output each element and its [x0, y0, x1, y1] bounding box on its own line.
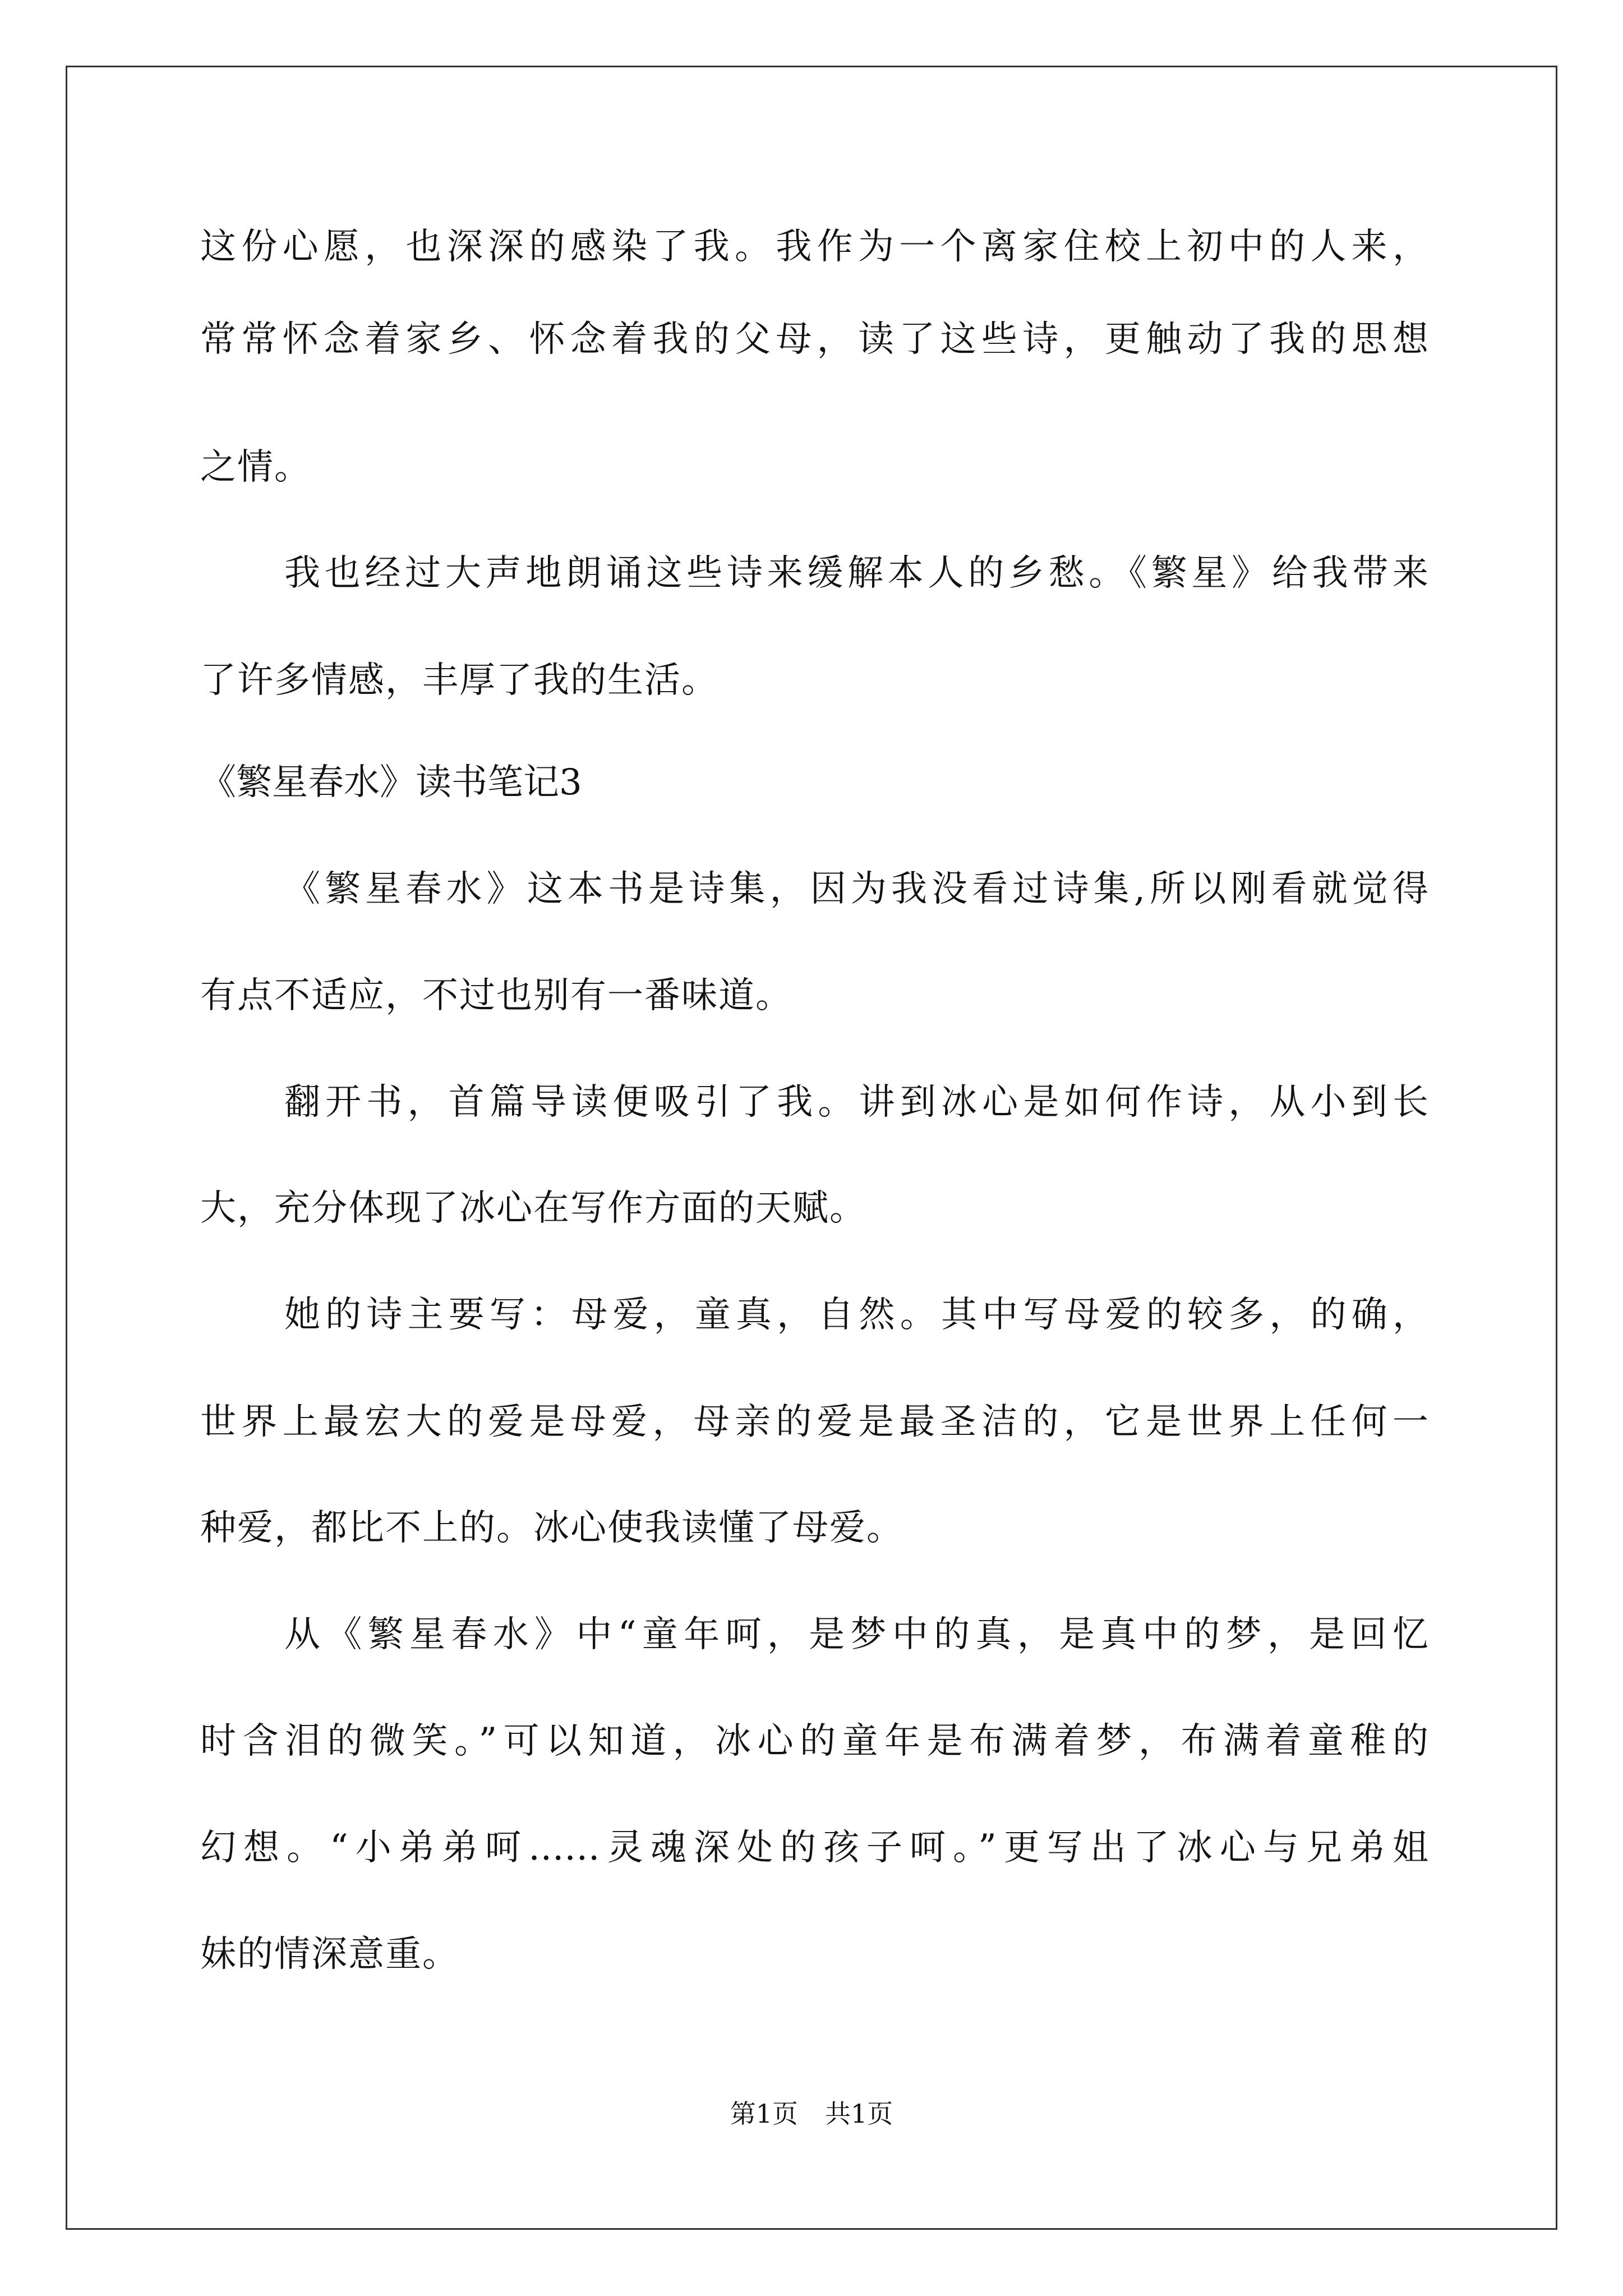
paragraph-line: 有点不适应，不过也别有一番味道。 — [200, 975, 792, 1016]
paragraph-line: 妹的情深意重。 — [200, 1934, 459, 1975]
paragraph-line: 幻想。“小弟弟呵……灵魂深处的孩子呵。”更写出了冰心与兄弟姐 — [200, 1827, 1428, 1869]
paragraph-line: 世界上最宏大的爱是母爱，母亲的爱是最圣洁的，它是世界上任何一 — [200, 1401, 1428, 1443]
paragraph-line: 大，充分体现了冰心在写作方面的天赋。 — [200, 1188, 866, 1229]
page-total: 共1页 — [825, 2099, 893, 2129]
paragraph-line: 从《繁星春水》中“童年呵，是梦中的真，是真中的梦，是回忆 — [284, 1614, 1428, 1655]
paragraph-line: 之情。 — [200, 447, 311, 488]
paragraph-line: 翻开书，首篇导读便吸引了我。讲到冰心是如何作诗，从小到长 — [284, 1082, 1428, 1123]
paragraph-line: 《繁星春水》这本书是诗集，因为我没看过诗集,所以刚看就觉得 — [284, 868, 1428, 910]
paragraph-line: 时含泪的微笑。”可以知道，冰心的童年是布满着梦，布满着童稚的 — [200, 1720, 1428, 1762]
page-footer — [0, 2097, 1623, 2131]
paragraph-line: 种爱，都比不上的。冰心使我读懂了母爱。 — [200, 1507, 903, 1549]
page-border — [66, 66, 1557, 2230]
paragraph-line: 这份心愿，也深深的感染了我。我作为一个离家住校上初中的人来， — [200, 226, 1428, 268]
paragraph-line: 我也经过大声地朗诵这些诗来缓解本人的乡愁。《繁星》给我带来 — [284, 553, 1428, 594]
paragraph-line: 了许多情感，丰厚了我的生活。 — [200, 660, 718, 701]
page-number: 第1页 — [730, 2099, 798, 2129]
section-heading: 《繁星春水》读书笔记3 — [200, 762, 582, 803]
paragraph-line: 常常怀念着家乡、怀念着我的父母，读了这些诗，更触动了我的思想 — [200, 319, 1428, 360]
paragraph-line: 她的诗主要写：母爱，童真，自然。其中写母爱的较多，的确， — [284, 1294, 1428, 1336]
